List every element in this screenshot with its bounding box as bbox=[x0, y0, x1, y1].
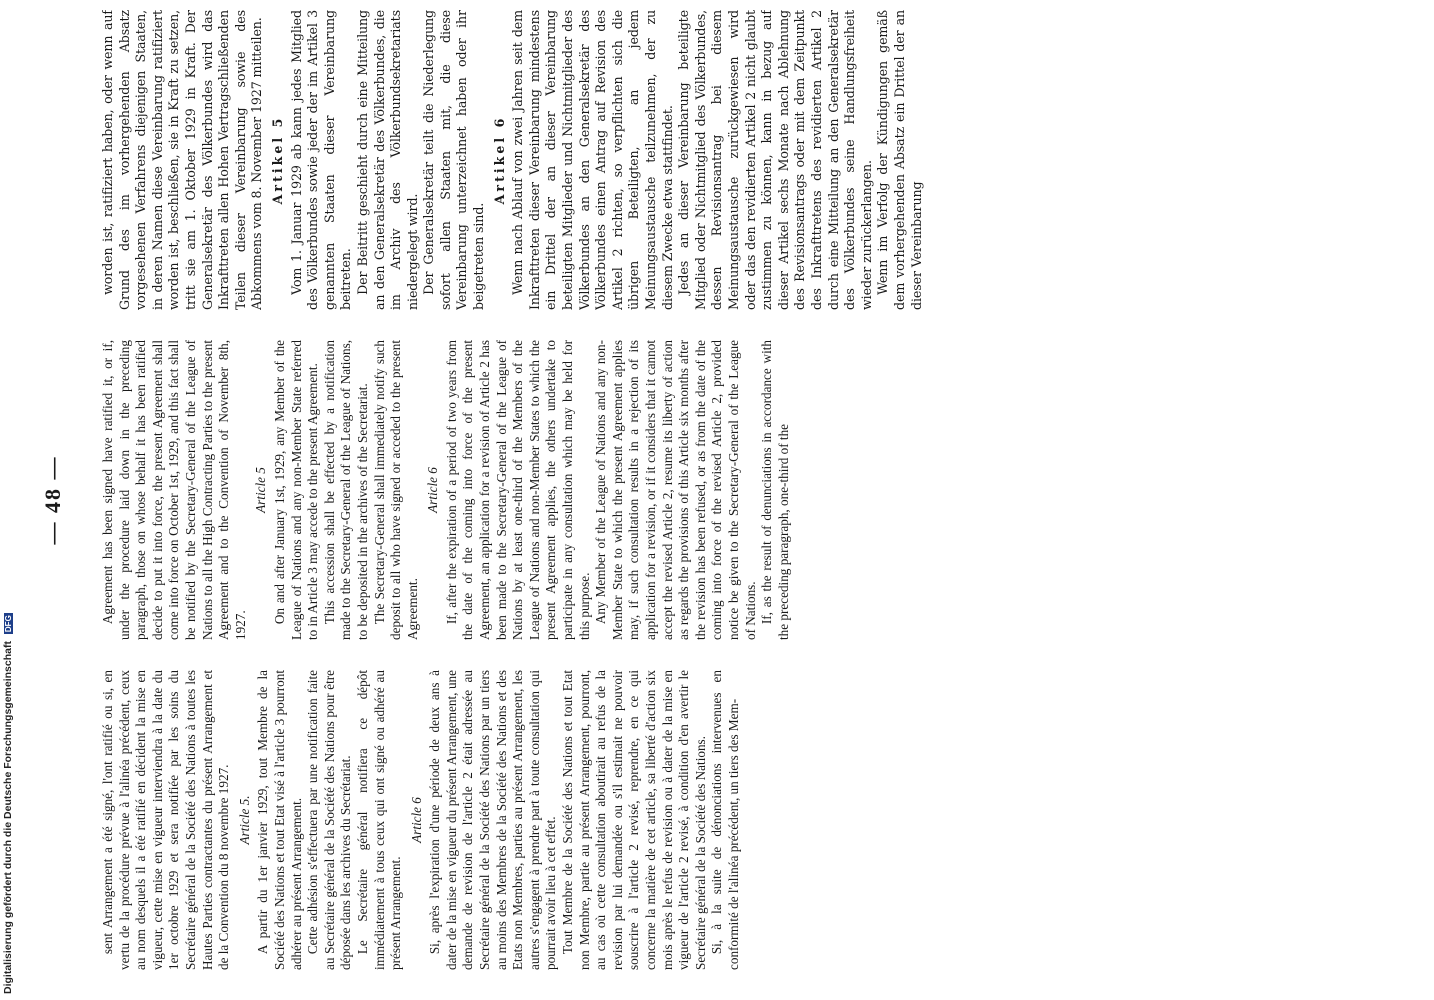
article-heading: Artikel 5 bbox=[269, 115, 285, 205]
paragraph: Wenn im Verfolg der Kündigungen gemäß dem vorhergehenden Absatz ein Drittel der an dieser Vereinbarung bbox=[875, 10, 924, 310]
paragraph: A partir du 1er janvier 1929, tout Membre de la Société des Nations et tout Etat visé à l'article 3 pourront adhérer au présent Arrangement. bbox=[255, 670, 304, 970]
paragraph: If, as the result of denunciations in accordance with the preceding paragraph, one-third of the bbox=[759, 340, 791, 640]
paragraph: If, after the expiration of a period of two years from the date of the coming into force of the present Agreement, an application for a revision of Article 2 has been made to the Secretary-General of the League of Nations by at least one-third of the Members of the League of Nations and non-Member States to which the present Agreement applies, the others undertake to participate in any consultation which may be held for this purpose. bbox=[443, 340, 592, 640]
paragraph: sent Arrangement a été signé, l'ont ratifié ou si, en vertu de la procédure prévue à l'alinéa précédent, ceux au nom desquels il a été ratifié en décident la mise en vigueur, cette mise en vigueur interviendra à la date du 1er octobre 1929 et sera notifiée par les soins du Secrétaire général de la Société des Nations à toutes les Hautes Parties contractantes du présent Arrangement et de la Convention du 8 novembre 1927. bbox=[100, 670, 232, 970]
paragraph: Le Secrétaire général notifiera ce dépôt immédiatement à tous ceux qui ont signé ou adhéré au présent Arrangement. bbox=[354, 670, 404, 970]
french-text-column bbox=[100, 670, 1060, 970]
paragraph: Jedes an dieser Vereinbarung beteiligte Mitglied oder Nichtmitglied des Völkerbundes, dessen Revisionsantrag bei diesem Meinungsaustausche zurückgewiesen wird oder das den revidierten Artikel 2 nicht glaubt zustimmen zu können, kann in bezug auf dieser Artikel sechs Monate nach Ablehnung des Revisionsantrags oder mit dem Zeitpunkt des Inkrafttretens des revidierten Artikel 2 durch eine Mitteilung an den Generalsekretär des Völkerbundes seine Handlungsfreiheit wieder zurückerlangen. bbox=[676, 10, 874, 310]
paragraph: worden ist, ratifiziert haben, oder wenn auf Grund des im vorhergehenden Absatz vorgesehenen Verfahrens diejenigen Staaten, in deren Namen diese Vereinbarung ratifiziert worden ist, beschließen, sie in Kraft zu setzen, tritt sie am 1. Oktober 1929 in Kraft. Der Generalsekretär des Völkerbundes wird das Inkrafttreten allen Hohen Vertragschließenden Teilen dieser Vereinbarung sowie des Abkommens vom 8. November 1927 mitteilen. bbox=[100, 10, 265, 310]
footer-text: Digitalisierung gefördert durch die Deutsche Forschungsgemeinschaft bbox=[2, 641, 14, 994]
paragraph: Any Member of the League of Nations and any non-Member State to which the present Agreement applies may, if such consultation results in a rejection of its application for a revision, or if it considers that it cannot accept the revised Article 2, resume its liberty of action as regards the provisions of this Article six months after the revision has been refused, or as from the date of the coming into force of the revised Article 2, provided notice be given to the Secretary-General of the League of Nations. bbox=[593, 340, 758, 640]
paragraph: Si, à la suite de dénonciations intervenues en conformité de l'alinéa précédent, un tiers des Mem- bbox=[709, 670, 741, 970]
paragraph: Vom 1. Januar 1929 ab kann jedes Mitglied des Völkerbundes sowie jeder der im Artikel 3 genannten Staaten dieser Vereinbarung beitreten. bbox=[288, 10, 354, 310]
paragraph: Wenn nach Ablauf von zwei Jahren seit dem Inkrafttreten dieser Vereinbarung mindestens ein Drittel der an dieser Vereinbarung beteiligten Mitglieder und Nichtmitglieder des Völkerbundes an den Generalsekretär des Völkerbundes einen Antrag auf Revision des Artikel 2 richten, so verpflichten sich die übrigen Beteiligten, an jedem Meinungsaustausche teilzunehmen, der zu diesem Zwecke etwa stattfindet. bbox=[510, 10, 675, 310]
paragraph: Agreement has been signed have ratified it, or if, under the procedure laid down in the preceding paragraph, those on whose behalf it has been ratified decide to put it into force, the present Agreement shall come into force on October 1st, 1929, and this fact shall be notified by the Secretary-General of the League of Nations to all the High Contracting Parties to the present Agreement and to the Convention of November 8th, 1927. bbox=[100, 340, 248, 640]
paragraph: Der Generalsekretär teilt die Niederlegung sofort allen Staaten mit, die diese Vereinbarung unterzeichnet haben oder ihr beigetreten sind. bbox=[421, 10, 487, 310]
english-text-column bbox=[100, 340, 1060, 640]
paragraph: The Secretary-General shall immediately notify such deposit to all who have signed or acceded to the present Agreement. bbox=[371, 340, 420, 640]
article-heading: Article 6 bbox=[425, 467, 441, 513]
page-number: — 48 — bbox=[40, 455, 65, 545]
paragraph: Tout Membre de la Société des Nations et tout Etat non Membre, partie au présent Arrangement, pourront, au cas où cette consultation aboutirait au refus de la revision par lui demandée ou s'il estimait ne pouvoir souscrire à l'article 2 revisé, reprendre, en ce qui concerne la matière de cet article, sa liberté d'action six mois après le refus de revision ou à dater de la mise en vigueur de l'article 2 revisé, à condition d'en avertir le Secrétaire général de la Société des Nations. bbox=[560, 670, 708, 970]
paragraph: This accession shall be effected by a notification made to the Secretary-General of the League of Nations, to be deposited in the archives of the Secretariat. bbox=[321, 340, 370, 640]
article-heading: Article 5 bbox=[253, 467, 269, 513]
paragraph: Si, après l'expiration d'une période de deux ans à dater de la mise en vigueur du présent Arrangement, une demande de revision de l'article 2 était adressée au Secrétaire général de la Société des Nations par un tiers au moins des Membres de la Société des Nations et des Etats non Membres, parties au présent Arrangement, les autres s'engagent à prendre part à toute consultation qui pourrait avoir lieu à cet effet. bbox=[427, 670, 559, 970]
german-text-column bbox=[100, 10, 1060, 310]
paragraph: Cette adhésion s'effectuera par une notification faite au Secrétaire général de la Société des Nations pour être déposée dans les archives du Secrétariat. bbox=[305, 670, 354, 970]
article-heading: Article 5. bbox=[236, 795, 252, 845]
article-heading: Article 6 bbox=[408, 797, 424, 843]
article-heading: Artikel 6 bbox=[491, 115, 507, 205]
paragraph: On and after January 1st, 1929, any Member of the League of Nations and any non-Member State referred to in Article 3 may accede to the present Agreement. bbox=[271, 340, 321, 640]
paragraph: Der Beitritt geschieht durch eine Mitteilung an den Generalsekretär des Völkerbundes, die im Archiv des Völkerbundsekretariats niedergelegt wird. bbox=[354, 10, 420, 310]
dfg-logo: DFG bbox=[4, 615, 13, 633]
